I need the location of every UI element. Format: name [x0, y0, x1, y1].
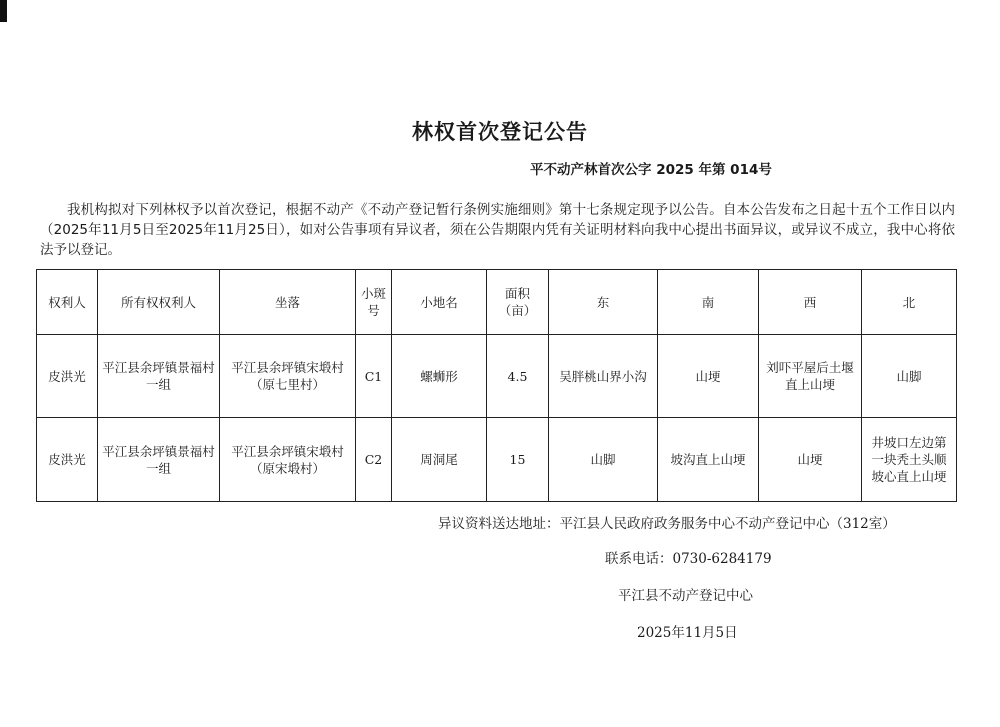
header-south: 南: [658, 270, 759, 335]
cell-west: 刘吓平屋后土堰直上山埂: [759, 335, 862, 418]
cell-north: 山脚: [862, 335, 957, 418]
header-place-name: 小地名: [392, 270, 487, 335]
header-area: 面积（亩）: [487, 270, 549, 335]
forest-rights-table: [36, 269, 957, 502]
cell-east: 山脚: [549, 418, 658, 502]
cell-area: 15: [487, 418, 549, 502]
cell-owner: 平江县余坪镇景福村一组: [98, 335, 220, 418]
cell-owner: 平江县余坪镇景福村一组: [98, 418, 220, 502]
cell-plot-number: C2: [356, 418, 392, 502]
cell-location: 平江县余坪镇宋塅村（原宋塅村）: [220, 418, 356, 502]
issue-date: 2025年11月5日: [637, 625, 738, 641]
cell-place-name: 螺蛳形: [392, 335, 487, 418]
cell-rights-holder: 皮洪光: [37, 418, 98, 502]
table-header-row: [37, 270, 957, 335]
header-location: 坐落: [220, 270, 356, 335]
document-number: 平不动产林首次公字 2025 年第 014号: [530, 162, 772, 178]
header-rights-holder: 权利人: [37, 270, 98, 335]
objection-address: 异议资料送达地址：平江县人民政府政务服务中心不动产登记中心（312室）: [438, 516, 896, 532]
header-plot-number: 小斑号: [356, 270, 392, 335]
cell-south: 坡沟直上山埂: [658, 418, 759, 502]
contact-phone: 联系电话：0730-6284179: [605, 551, 772, 567]
header-west: 西: [759, 270, 862, 335]
header-east: 东: [549, 270, 658, 335]
cell-west: 山埂: [759, 418, 862, 502]
intro-paragraph: 我机构拟对下列林权予以首次登记，根据不动产《不动产登记暂行条例实施细则》第十七条规定现予以公告。自本公告发布之日起十五个工作日以内（2025年11月5日至2025年11月25日），如对公告事项有异议者，须在公告期限内凭有关证明材料向我中心提出书面异议，或异议不成立，我中心将依法予以登记。: [40, 202, 955, 258]
page-title: 林权首次登记公告: [412, 120, 588, 144]
cell-plot-number: C1: [356, 335, 392, 418]
cell-place-name: 周洞尾: [392, 418, 487, 502]
cell-south: 山埂: [658, 335, 759, 418]
cell-east: 吴胖桃山界小沟: [549, 335, 658, 418]
cell-location: 平江县余坪镇宋塅村（原七里村）: [220, 335, 356, 418]
header-owner: 所有权权利人: [98, 270, 220, 335]
cell-rights-holder: 皮洪光: [37, 335, 98, 418]
header-north: 北: [862, 270, 957, 335]
issuing-organization: 平江县不动产登记中心: [618, 588, 753, 604]
cell-north: 井坡口左边第一块秃土头顺坡心直上山埂: [862, 418, 957, 502]
table-row: [37, 418, 957, 502]
table-row: [37, 335, 957, 418]
cell-area: 4.5: [487, 335, 549, 418]
scan-edge-mark: [0, 0, 7, 22]
